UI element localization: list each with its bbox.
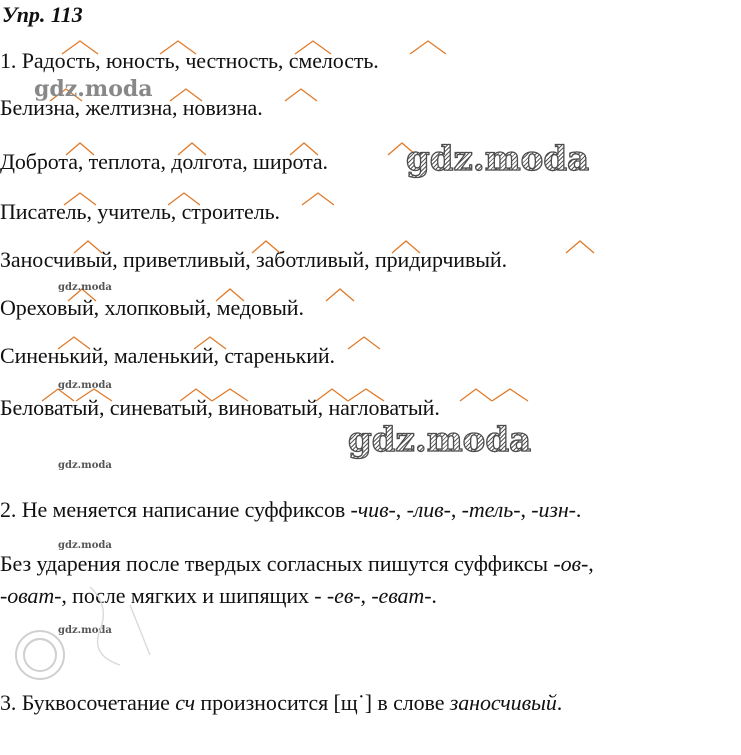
suffix-arc — [492, 389, 528, 401]
suffix-arc — [326, 289, 354, 301]
example-word: заносчивый — [449, 690, 557, 715]
suffix-evat: -еват- — [371, 583, 432, 608]
suffix-arc — [410, 41, 446, 54]
conclusion-paragraph-2b — [0, 583, 437, 609]
exercise-heading: Упр. 113 — [2, 2, 83, 27]
separator: . — [575, 497, 582, 522]
watermark-tiny-logo: gdz.moda — [58, 282, 112, 293]
suffix-arc — [388, 143, 416, 155]
answer-line-8: Беловатый, синеватый, виноватый, нагловатый. — [0, 395, 440, 420]
answer-line-2: Белизна, желтизна, новизна. — [0, 95, 263, 120]
conclusion-1-text: 2. Не меняется написание суффиксов — [0, 497, 351, 522]
watermark-tiny-logo: gdz.moda — [58, 625, 112, 636]
suffix-arc — [302, 193, 334, 205]
separator: , — [450, 497, 462, 522]
answer-line-3: Доброта, теплота, долгота, широта. — [0, 149, 328, 174]
suffix-chiv: -чив- — [350, 497, 396, 522]
suffix-ovat: -оват- — [0, 583, 62, 608]
watermark-large-logo: gdz.moda — [348, 420, 532, 460]
answer-line-5: Заносчивый, приветливый, заботливый, придирчивый. — [0, 247, 508, 272]
answer-line-7: Синенький, маленький, старенький. — [0, 343, 335, 368]
watermark-small-logo: gdz.moda — [34, 76, 153, 102]
suffix-ev: -ев- — [326, 583, 361, 608]
watermark-tiny-logo: gdz.moda — [58, 460, 112, 471]
conclusion-3-text-c: в слове — [372, 690, 450, 715]
letter-combination: сч — [175, 690, 196, 715]
answer-line-1: 1. Радость, юность, честность, смелость. — [0, 48, 379, 73]
conclusion-paragraph-2a — [0, 551, 594, 577]
suffix-arc — [460, 389, 492, 401]
answer-line-6: Ореховый, хлопковый, медовый. — [0, 295, 304, 320]
conclusion-paragraph-1 — [0, 497, 581, 523]
suffix-izn: -изн- — [531, 497, 576, 522]
conclusion-paragraph-3 — [0, 690, 562, 716]
conclusion-3-text-b: произносится — [195, 690, 334, 715]
separator: , — [360, 583, 372, 608]
conclusion-3-text-a: 3. Буквосочетание — [0, 690, 176, 715]
watermark-large-logo: gdz.moda — [406, 139, 590, 179]
suffix-tel: -тель- — [461, 497, 521, 522]
watermark-tiny-logo: gdz.moda — [58, 540, 112, 551]
separator: . — [556, 690, 563, 715]
separator: , — [395, 497, 407, 522]
suffix-liv: -лив- — [406, 497, 451, 522]
conclusion-2-text-a: Без ударения после твердых согласных пишутся суффиксы — [0, 551, 554, 576]
answer-line-4: Писатель, учитель, строитель. — [0, 199, 280, 224]
separator: , — [520, 497, 532, 522]
suffix-arc — [566, 241, 594, 253]
conclusion-2-text-b: , после мягких и шипящих - — [61, 583, 327, 608]
separator: . — [431, 583, 437, 608]
separator: , — [588, 551, 594, 576]
watermark-tiny-logo: gdz.moda — [58, 380, 112, 391]
suffix-arc — [285, 89, 317, 101]
suffix-ov: -ов- — [553, 551, 589, 576]
suffix-arc — [348, 337, 380, 349]
sound-transcription: [щ˙] — [333, 690, 373, 715]
